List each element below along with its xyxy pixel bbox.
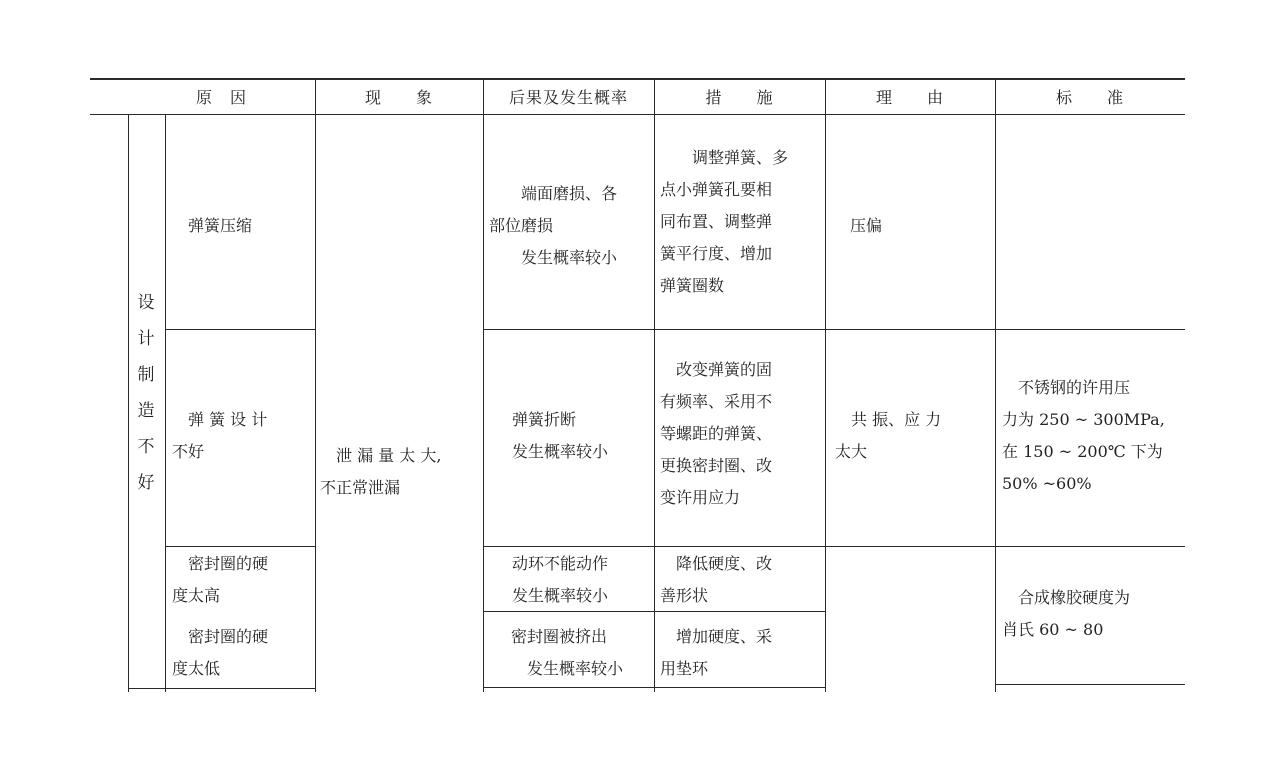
row3-measures: 降低硬度、改 善形状 (660, 554, 773, 605)
header-cause: 原 因 (195, 88, 247, 107)
category-label: 设 计 制 造 不 好 (137, 293, 155, 493)
header-standard: 标 准 (1055, 88, 1124, 107)
col-divider (995, 80, 996, 692)
col-divider (654, 80, 655, 692)
row1-reason: 压偏 (850, 216, 883, 235)
row-divider (165, 546, 315, 547)
row3-consequence: 动环不能动作 发生概率较小 (512, 554, 609, 605)
header-measures: 措 施 (705, 88, 774, 107)
row-divider (483, 687, 825, 688)
row-divider (995, 329, 1185, 330)
header-reason: 理 由 (875, 88, 944, 107)
row4-measures: 增加硬度、采 用垫环 (660, 627, 773, 678)
row2-cause: 弹 簧 设 计 不好 (172, 410, 268, 461)
row4-cause: 密封圈的硬 度太低 (172, 627, 269, 678)
col-divider (165, 114, 166, 692)
row2-consequence: 弹簧折断 发生概率较小 (512, 410, 609, 461)
col-divider (128, 114, 129, 692)
row1-cause: 弹簧压缩 (172, 216, 253, 235)
row2-reason: 共 振、应 力 太大 (835, 410, 942, 461)
row2-measures: 改变弹簧的固 有频率、采用不 等螺距的弹簧、 更换密封圈、改 变许用应力 (660, 360, 773, 507)
row3-cause: 密封圈的硬 度太高 (172, 554, 269, 605)
header-consequence: 后果及发生概率 (508, 88, 628, 107)
row1-consequence: 端面磨损、各 部位磨损 发生概率较小 (489, 184, 618, 267)
row4-consequence: 密封圈被挤出 发生概率较小 (511, 627, 624, 678)
row1-measures: 调整弹簧、多 点小弹簧孔要相 同布置、调整弹 簧平行度、增加 弹簧圈数 (660, 148, 789, 295)
row-divider (995, 546, 1185, 547)
phenomenon-cell: 泄 漏 量 太 大, 不正常泄漏 (320, 446, 442, 497)
row-divider (483, 329, 995, 330)
row-divider (995, 684, 1185, 685)
col-divider (315, 80, 316, 692)
row2-standard: 不锈钢的许用压 力为 250 ~ 300MPa, 在 150 ~ 200℃ 下为 50% ~60% (1002, 378, 1165, 493)
col-divider (483, 80, 484, 692)
header-phenomenon: 现 象 (364, 88, 433, 107)
col-divider (825, 80, 826, 692)
row-divider (128, 688, 315, 689)
row3-standard: 合成橡胶硬度为 肖氏 60 ~ 80 (1002, 588, 1131, 639)
row-divider (165, 329, 315, 330)
row-divider (483, 546, 995, 547)
